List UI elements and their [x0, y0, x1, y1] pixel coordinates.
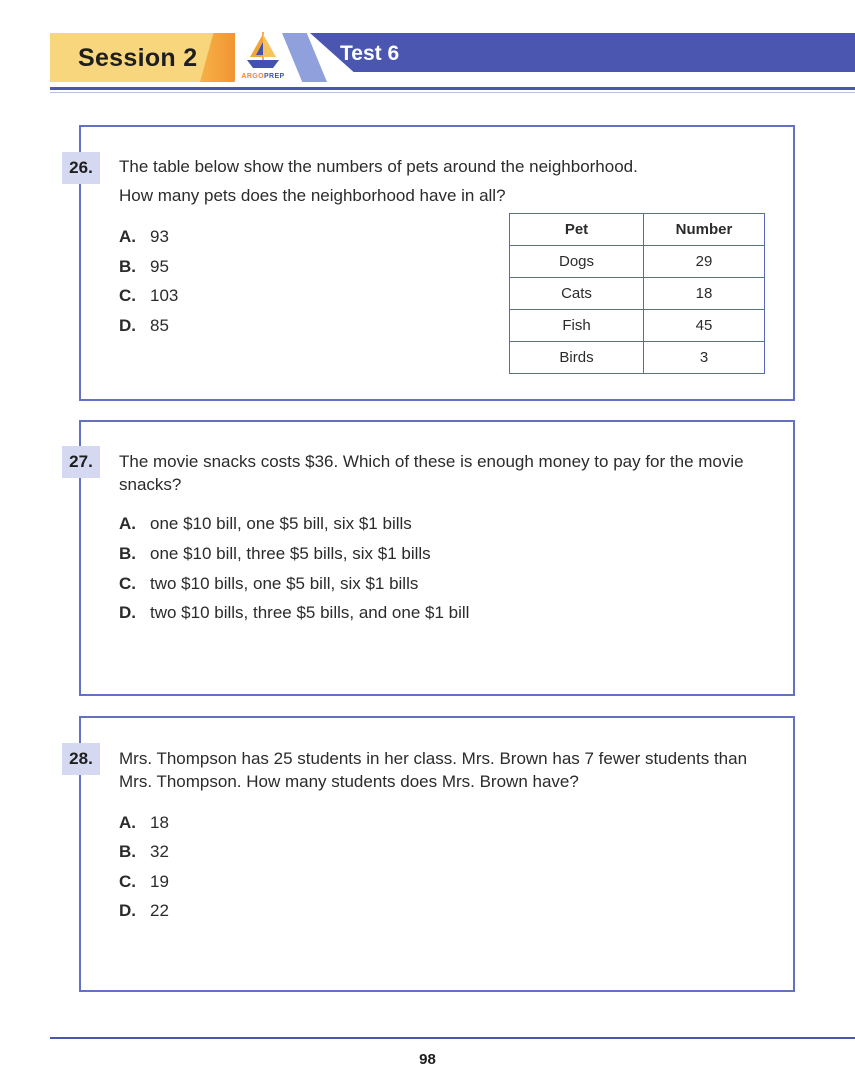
option-text: 103	[150, 286, 179, 305]
question-28-text: Mrs. Thompson has 25 students in her class. Mrs. Brown has 7 fewer students than Mrs. Thompson. How many students does Mrs. Brown have?	[119, 749, 748, 791]
table-cell-number: 29	[644, 246, 765, 278]
header-divider	[50, 87, 855, 90]
option-d[interactable]	[119, 603, 469, 623]
option-text: 85	[150, 316, 169, 335]
option-text: 22	[150, 901, 169, 920]
test-label: Test 6	[340, 42, 400, 65]
question-26-line-2: How many pets does the neighborhood have in all?	[119, 186, 506, 205]
option-letter: B.	[119, 257, 136, 276]
option-b[interactable]	[119, 544, 431, 564]
option-a[interactable]	[119, 813, 169, 833]
question-number: 27.	[62, 446, 100, 478]
table-cell-number: 18	[644, 278, 765, 310]
option-text: 32	[150, 842, 169, 861]
option-text: two $10 bills, three $5 bills, and one $1 bill	[150, 603, 470, 622]
header-divider-thin	[50, 92, 855, 93]
table-cell-pet: Birds	[510, 342, 644, 374]
option-text: one $10 bill, one $5 bill, six $1 bills	[150, 514, 412, 533]
option-a[interactable]	[119, 227, 169, 247]
table-cell-pet: Dogs	[510, 246, 644, 278]
table-cell-number: 45	[644, 310, 765, 342]
option-text: 18	[150, 813, 169, 832]
option-letter: B.	[119, 544, 136, 563]
option-letter: C.	[119, 286, 136, 305]
option-c[interactable]	[119, 872, 169, 892]
option-text: 95	[150, 257, 169, 276]
option-c[interactable]	[119, 286, 178, 306]
option-letter: D.	[119, 603, 136, 622]
question-26-line-1: The table below show the numbers of pets around the neighborhood.	[119, 157, 638, 176]
option-letter: C.	[119, 872, 136, 891]
question-number: 28.	[62, 743, 100, 775]
option-d[interactable]	[119, 316, 169, 336]
table-cell-pet: Fish	[510, 310, 644, 342]
column-header-number: Number	[644, 214, 765, 246]
table-row	[510, 342, 765, 374]
option-b[interactable]	[119, 257, 169, 277]
column-header-pet: Pet	[510, 214, 644, 246]
option-d[interactable]	[119, 901, 169, 921]
question-27-text: The movie snacks costs $36. Which of these is enough money to pay for the movie snacks?	[119, 452, 744, 494]
table-cell-pet: Cats	[510, 278, 644, 310]
option-text: one $10 bill, three $5 bills, six $1 bills	[150, 544, 431, 563]
footer-divider	[50, 1037, 855, 1039]
option-text: 19	[150, 872, 169, 891]
option-c[interactable]	[119, 574, 418, 594]
option-letter: A.	[119, 227, 136, 246]
session-label: Session 2	[78, 44, 198, 72]
option-letter: A.	[119, 514, 136, 533]
table-row	[510, 310, 765, 342]
page-header	[0, 0, 855, 95]
option-letter: D.	[119, 316, 136, 335]
page-number: 98	[419, 1051, 436, 1068]
table-header-row	[510, 214, 765, 246]
option-text: two $10 bills, one $5 bill, six $1 bills	[150, 574, 419, 593]
option-letter: C.	[119, 574, 136, 593]
table-cell-number: 3	[644, 342, 765, 374]
pets-table	[509, 213, 765, 374]
option-a[interactable]	[119, 514, 412, 534]
logo-wordmark: ARGOPREP	[241, 73, 285, 80]
sailboat-logo-icon	[240, 30, 286, 76]
option-letter: B.	[119, 842, 136, 861]
option-text: 93	[150, 227, 169, 246]
question-number: 26.	[62, 152, 100, 184]
option-b[interactable]	[119, 842, 169, 862]
table-row	[510, 278, 765, 310]
table-row	[510, 246, 765, 278]
option-letter: A.	[119, 813, 136, 832]
option-letter: D.	[119, 901, 136, 920]
